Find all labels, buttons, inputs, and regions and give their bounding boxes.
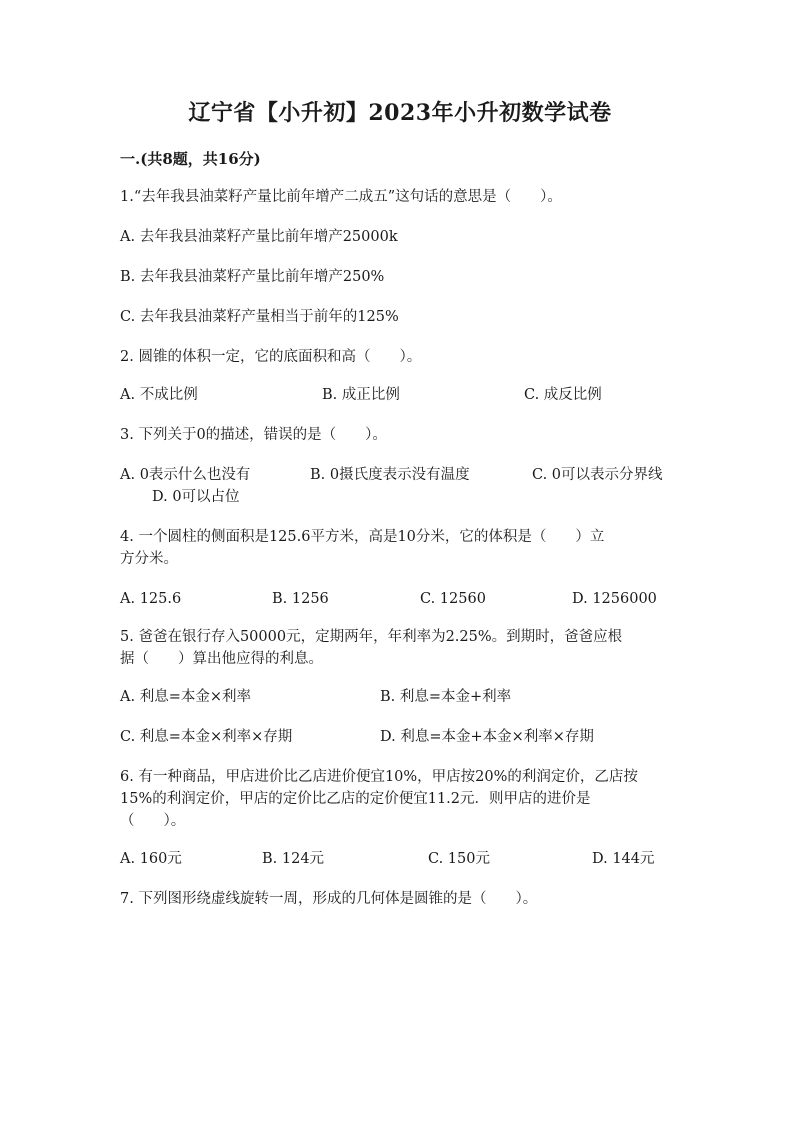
question-4-option-d: D. 1256000 [572, 591, 657, 607]
page-title: 辽宁省【小升初】2023年小升初数学试卷 [188, 100, 612, 126]
question-5-stem-line-2: 据（ ）算出他应得的利息。 [120, 651, 323, 667]
question-6-option-c: C. 150元 [428, 851, 490, 867]
question-3-option-a: A. 0表示什么也没有 [120, 467, 251, 483]
question-5-option-a: A. 利息=本金×利率 [120, 689, 251, 705]
question-2-option-c: C. 成反比例 [524, 387, 602, 403]
question-3-option-d: D. 0可以占位 [152, 489, 240, 505]
question-6-option-d: D. 144元 [592, 851, 655, 867]
question-3-stem: 3. 下列关于0的描述，错误的是（ ）。 [120, 427, 387, 443]
question-3-option-c: C. 0可以表示分界线 [532, 467, 663, 483]
question-4-option-b: B. 1256 [272, 591, 329, 607]
question-5-option-d: D. 利息=本金+本金×利率×存期 [380, 729, 594, 745]
question-6-stem-line-2: 15%的利润定价，甲店的定价比乙店的定价便宜11.2元．则甲店的进价是 [120, 791, 591, 807]
question-4-stem-line-2: 方分米。 [120, 551, 178, 567]
question-4-option-a: A. 125.6 [120, 591, 182, 607]
question-1-option-b: B. 去年我县油菜籽产量比前年增产250% [120, 269, 385, 285]
question-1-option-c: C. 去年我县油菜籽产量相当于前年的125% [120, 309, 399, 325]
question-7-stem: 7. 下列图形绕虚线旋转一周，形成的几何体是圆锥的是（ ）。 [120, 891, 538, 907]
question-5-stem-line-1: 5. 爸爸在银行存入50000元，定期两年，年利率为2.25%。到期时，爸爸应根 [120, 629, 623, 645]
question-1-option-a: A. 去年我县油菜籽产量比前年增产25000k [120, 229, 398, 245]
question-4-option-c: C. 12560 [420, 591, 486, 607]
question-1-stem: 1.“去年我县油菜籽产量比前年增产二成五”这句话的意思是（ ）。 [120, 189, 562, 205]
question-5-option-b: B. 利息=本金+利率 [380, 689, 512, 705]
question-6-stem-line-1: 6. 有一种商品，甲店进价比乙店进价便宜10%，甲店按20%的利润定价，乙店按 [120, 769, 638, 785]
question-6-option-b: B. 124元 [262, 851, 325, 867]
question-4-stem-line-1: 4. 一个圆柱的侧面积是125.6平方米，高是10分米，它的体积是（ ）立 [120, 529, 605, 545]
question-5-option-c: C. 利息=本金×利率×存期 [120, 729, 293, 745]
question-6-option-a: A. 160元 [120, 851, 182, 867]
question-2-option-b: B. 成正比例 [322, 387, 400, 403]
question-2-stem: 2. 圆锥的体积一定，它的底面积和高（ ）。 [120, 349, 422, 365]
question-6-stem-line-3: （ ）。 [120, 813, 186, 829]
section-heading: 一.(共8题，共16分) [120, 150, 261, 168]
question-3-option-b: B. 0摄氏度表示没有温度 [310, 467, 470, 483]
question-2-option-a: A. 不成比例 [120, 387, 198, 403]
